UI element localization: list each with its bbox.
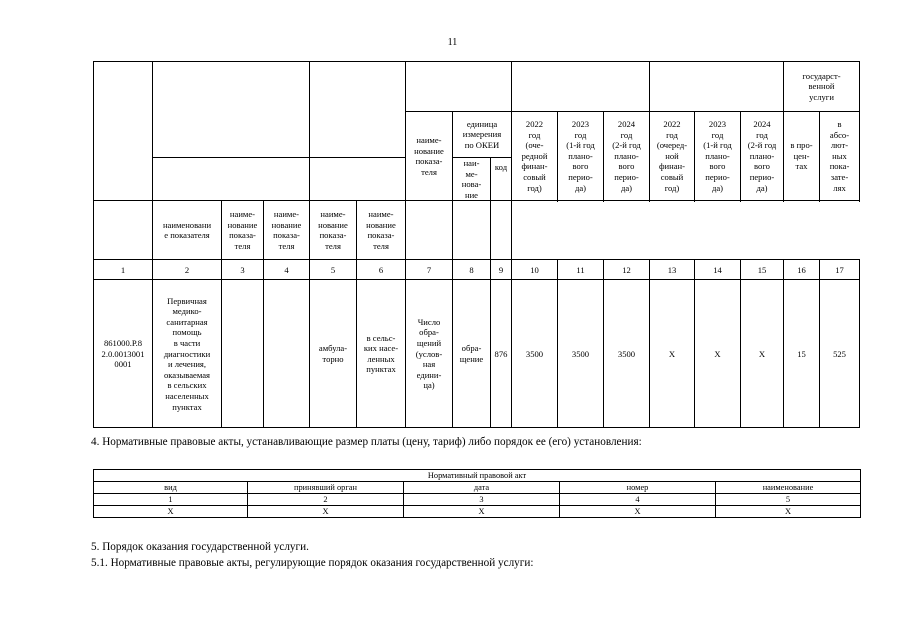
header-col3: наиме- нование показа- теля: [222, 201, 264, 260]
header-col17: в абсо- лют- ных пока- зате- лях: [820, 112, 860, 201]
section-4-heading: 4. Нормативные правовые акты, устанавливающие размер платы (цену, тариф) либо порядок ее (его) установления:: [91, 436, 642, 448]
header-col7-cont: [406, 201, 453, 260]
table-cell-price-2024: X: [741, 280, 784, 428]
col-num: 16: [784, 260, 820, 280]
col-num: 10: [512, 260, 558, 280]
table-cell-deviation-absolute: 525: [820, 280, 860, 428]
col-num: 12: [604, 260, 650, 280]
table-cell-c3: [222, 280, 264, 428]
legal-act-header: наименование: [716, 482, 861, 494]
header-cell-1-empty: [94, 62, 153, 201]
header-empty-lower-2-4: [153, 158, 310, 201]
col-num: 8: [453, 260, 491, 280]
header-okei-unit: единица измерения по ОКЕИ: [453, 112, 512, 158]
page-number: 11: [447, 37, 458, 48]
section-5-1-heading: 5.1. Нормативные правовые акты, регулирующие порядок оказания государственной услуги:: [91, 557, 534, 569]
table-cell-registry-number: 861000.Р.8 2.0.0013001 0001: [94, 280, 153, 428]
legal-act-cell: X: [248, 506, 404, 518]
header-empty-lower-5-6: [310, 158, 406, 201]
col-num: 13: [650, 260, 695, 280]
header-col9-cont: [491, 201, 512, 260]
header-cell-5-6-empty: [310, 62, 406, 158]
header-col9: код: [491, 158, 512, 201]
section-5-heading: 5. Порядок оказания государственной услуги.: [91, 541, 309, 553]
table-cell-unit: обра- щение: [453, 280, 491, 428]
legal-act-col-num: 2: [248, 494, 404, 506]
table-cell-value-2022: 3500: [512, 280, 558, 428]
table-cell-value-2024: 3500: [604, 280, 650, 428]
table-cell-code: 876: [491, 280, 512, 428]
col-num: 2: [153, 260, 222, 280]
legal-acts-table: [93, 469, 861, 518]
header-col14: 2023 год (1-й год плано- вого перио- да): [695, 112, 741, 201]
header-col13: 2022 год (очеред- ной финан- совый год): [650, 112, 695, 201]
legal-act-col-num: 5: [716, 494, 861, 506]
legal-act-col-num: 1: [94, 494, 248, 506]
header-col1: [94, 201, 153, 260]
col-num: 7: [406, 260, 453, 280]
col-num: 11: [558, 260, 604, 280]
header-col16: в про- цен- тах: [784, 112, 820, 201]
col-num: 5: [310, 260, 357, 280]
table-cell-service-name: Первичная медико- санитарная помощь в части диагностики и лечения, оказываемая в сельских населенных пунктах: [153, 280, 222, 428]
table-cell-c4: [264, 280, 310, 428]
legal-act-cell: X: [560, 506, 716, 518]
header-cell-2-4-empty: [153, 62, 310, 158]
col-num: 3: [222, 260, 264, 280]
header-cell-7-9-empty: [406, 62, 512, 112]
header-col8: наи- ме- нова- ние: [453, 158, 491, 201]
legal-act-cell: X: [716, 506, 861, 518]
table-cell-indicator: Число обра- щений (услов- ная едини- ца): [406, 280, 453, 428]
table-cell-location: в сельс- ких насе- ленных пунктах: [357, 280, 406, 428]
col-num: 17: [820, 260, 860, 280]
quality-indicators-table: [93, 61, 860, 428]
table-cell-value-2023: 3500: [558, 280, 604, 428]
table-cell-price-2023: X: [695, 280, 741, 428]
col-num: 4: [264, 260, 310, 280]
table-cell-deviation-percent: 15: [784, 280, 820, 428]
header-col7: наиме- нование показа- теля: [406, 112, 453, 201]
legal-act-header: номер: [560, 482, 716, 494]
header-col12: 2024 год (2-й год плано- вого перио- да): [604, 112, 650, 201]
legal-act-title: Нормативный правовой акт: [94, 470, 861, 482]
header-col5: наиме- нование показа- теля: [310, 201, 357, 260]
header-cell-10-12-empty: [512, 62, 650, 112]
legal-act-cell: X: [404, 506, 560, 518]
col-num: 15: [741, 260, 784, 280]
legal-act-header: вид: [94, 482, 248, 494]
legal-act-header: принявший орган: [248, 482, 404, 494]
header-col4: наиме- нование показа- теля: [264, 201, 310, 260]
header-col11: 2023 год (1-й год плано- вого перио- да): [558, 112, 604, 201]
header-col6: наиме- нование показа- теля: [357, 201, 406, 260]
table-cell-condition: амбула- торно: [310, 280, 357, 428]
header-col15: 2024 год (2-й год плано- вого перио- да): [741, 112, 784, 201]
legal-act-cell: X: [94, 506, 248, 518]
col-num: 1: [94, 260, 153, 280]
legal-act-header: дата: [404, 482, 560, 494]
col-num: 6: [357, 260, 406, 280]
legal-act-col-num: 4: [560, 494, 716, 506]
table-cell-price-2022: X: [650, 280, 695, 428]
header-col8-cont: [453, 201, 491, 260]
header-col2: наименовани е показателя: [153, 201, 222, 260]
header-deviation-service: государст- венной услуги: [784, 62, 860, 112]
header-col10: 2022 год (оче- редной финан- совый год): [512, 112, 558, 201]
col-num: 9: [491, 260, 512, 280]
legal-act-col-num: 3: [404, 494, 560, 506]
col-num: 14: [695, 260, 741, 280]
header-cell-13-15-empty: [650, 62, 784, 112]
